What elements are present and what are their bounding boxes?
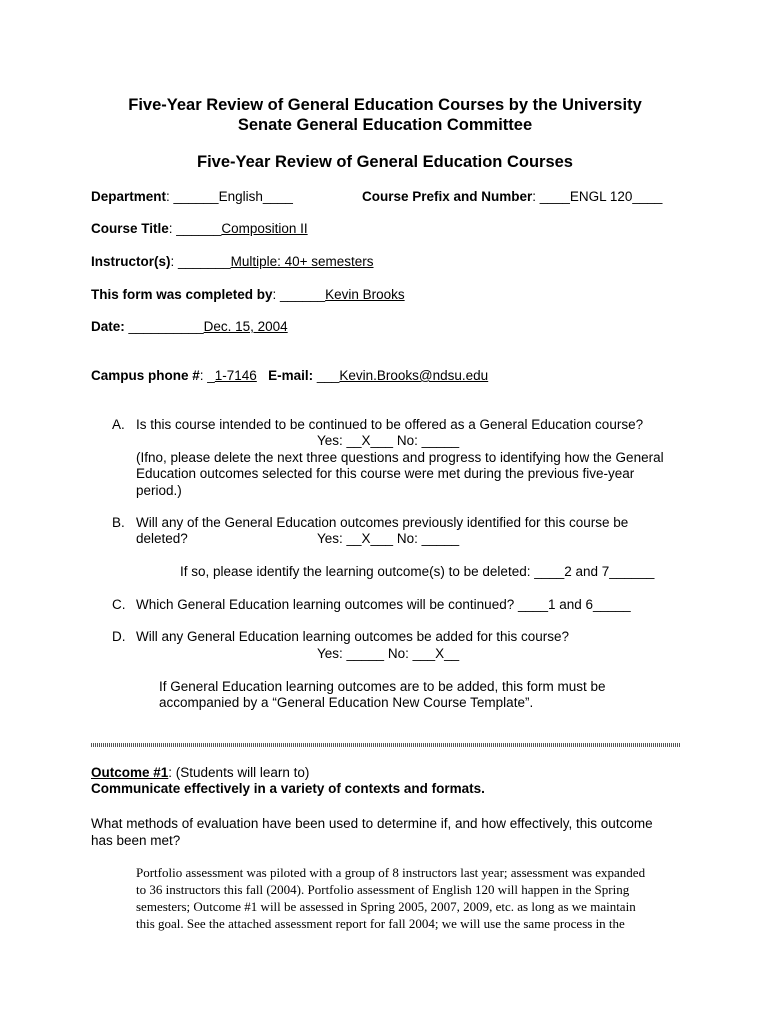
completed-by-field	[91, 287, 405, 303]
instructors-value: Multiple: 40+ semesters	[230, 254, 374, 269]
outcome-1-heading: Communicate effectively in a variety of contexts and formats.	[91, 781, 485, 796]
section-divider	[91, 743, 681, 747]
course-title-blank: : ______	[168, 221, 222, 236]
course-prefix-value: : ____ENGL 120____	[532, 189, 663, 204]
completed-by-label: This form was completed by	[91, 287, 273, 302]
department-label: Department	[91, 189, 167, 204]
question-b-label: B.	[112, 515, 125, 530]
question-d-text: Will any General Education learning outcomes be added for this course?	[136, 629, 569, 644]
outcome-1-label: Outcome #1	[91, 765, 169, 780]
completed-by-blank: : ______	[272, 287, 326, 302]
question-c-text: Which General Education learning outcomes will be continued? ____1 and 6_____	[136, 597, 631, 612]
phone-value: 1-7146	[214, 368, 257, 383]
evaluation-answer-line-1: Portfolio assessment was piloted with a group of 8 instructors last year; assessment was expanded	[136, 865, 646, 880]
instructors-field	[91, 254, 374, 270]
instructors-label: Instructor(s)	[91, 254, 171, 269]
course-title-label: Course Title	[91, 221, 169, 236]
evaluation-answer-line-2: to 36 instructors this fall (2004). Portfolio assessment of English 120 will happen in the Spring	[136, 882, 630, 897]
department-value: : ______English____	[166, 189, 293, 204]
document-title-line-2: Senate General Education Committee	[237, 116, 533, 134]
evaluation-question-line-1: What methods of evaluation have been used to determine if, and how effectively, this outcome	[91, 816, 653, 831]
question-a-label: A.	[112, 417, 125, 432]
email-value: Kevin.Brooks@ndsu.edu	[339, 368, 489, 383]
date-field	[91, 319, 288, 335]
course-title-field	[91, 221, 308, 237]
department-field	[91, 189, 293, 205]
instructors-blank: : _______	[170, 254, 231, 269]
phone-label: Campus phone #	[91, 368, 200, 383]
course-prefix-label: Course Prefix and Number	[362, 189, 533, 204]
question-b-text-line-2: deleted?	[136, 531, 188, 546]
question-b-text-line-1: Will any of the General Education outcomes previously identified for this course be	[136, 515, 629, 530]
outcome-1-label-suffix: : (Students will learn to)	[168, 765, 310, 780]
evaluation-question-line-2: has been met?	[91, 833, 181, 848]
question-a-note-line-1: (Ifno, please delete the next three questions and progress to identifying how the General	[136, 450, 664, 465]
question-d-note-line-1: If General Education learning outcomes are to be added, this form must be	[159, 679, 606, 694]
email-blank: ___	[313, 368, 340, 383]
phone-blank: : _	[199, 368, 215, 383]
evaluation-answer-line-3: semesters; Outcome #1 will be assessed in Spring 2005, 2007, 2009, etc. as long as we maintain	[136, 899, 636, 914]
contact-field	[91, 368, 488, 384]
question-c-label: C.	[112, 597, 126, 612]
evaluation-answer-line-4: this goal. See the attached assessment report for fall 2004; we will use the same process in the	[136, 916, 625, 931]
course-title-value: Composition II	[221, 221, 308, 236]
question-b-followup: If so, please identify the learning outcome(s) to be deleted: ____2 and 7______	[180, 564, 655, 579]
email-label: E-mail:	[268, 368, 314, 383]
question-b-answer: Yes: __X___ No: _____	[317, 531, 460, 546]
date-blank: __________	[124, 319, 204, 334]
course-prefix-field	[362, 189, 662, 205]
date-label: Date:	[91, 319, 125, 334]
question-d-label: D.	[112, 629, 126, 644]
question-a-note-line-2: Education outcomes selected for this course were met during the previous five-year	[136, 466, 635, 481]
question-d-answer: Yes: _____ No: ___X__	[317, 646, 460, 661]
document-title-line-1: Five-Year Review of General Education Courses by the University	[128, 96, 642, 114]
question-a-answer: Yes: __X___ No: _____	[317, 433, 460, 448]
question-d-note-line-2: accompanied by a “General Education New Course Template”.	[159, 695, 534, 710]
completed-by-value: Kevin Brooks	[325, 287, 405, 302]
document-subtitle: Five-Year Review of General Education Courses	[197, 153, 573, 171]
question-a-note-line-3: period.)	[136, 483, 182, 498]
outcome-1-label-line	[91, 765, 309, 781]
question-a-text: Is this course intended to be continued to be offered as a General Education course?	[136, 417, 644, 432]
date-value: Dec. 15, 2004	[203, 319, 288, 334]
